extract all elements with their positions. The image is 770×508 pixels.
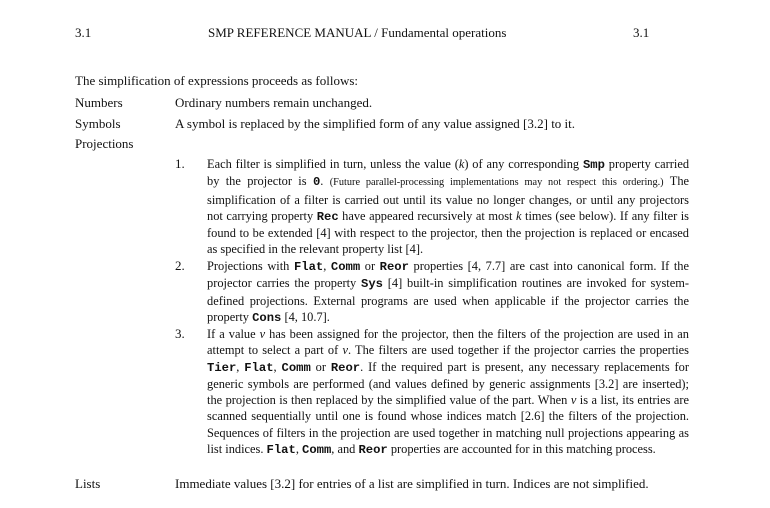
text-run: properties are accounted for in this matching process. — [387, 441, 656, 456]
text-run: has been assigned for the projector, then the filters of the projection are used in an attempt to select a part of — [207, 327, 689, 358]
text-run: . The filters are used together if the projector carries the properties — [347, 343, 689, 358]
math-variable: k — [516, 208, 522, 223]
code-term: Reor — [358, 442, 388, 457]
projection-rule-2 — [207, 258, 689, 326]
list-item-number: 3. — [175, 326, 185, 341]
code-term: 0 — [312, 175, 321, 190]
lists-definition: Immediate values [3.2] for entries of a list are simplified in turn. Indices are not simplified. — [175, 476, 649, 491]
numbers-label: Numbers — [75, 95, 123, 110]
text-run: , — [323, 259, 331, 273]
list-item-number: 1. — [175, 156, 185, 171]
rule-text — [207, 156, 689, 258]
math-variable: v — [259, 327, 266, 341]
text-run: . — [320, 174, 330, 189]
rule-text — [207, 258, 689, 326]
text-run: or — [360, 259, 380, 273]
small-note: (Future parallel-processing implementations may not respect this ordering.) — [329, 177, 664, 189]
text-run: , — [236, 359, 245, 374]
section-number-left: 3.1 — [75, 25, 92, 40]
text-run: The simplification of a filter is carried out until its value no longer changes, or until any projectors not carrying property — [207, 174, 690, 223]
text-run: , — [295, 441, 303, 456]
code-term: Smp — [582, 158, 605, 172]
text-run: have appeared recursively at most — [338, 208, 517, 223]
running-header-title: SMP REFERENCE MANUAL / Fundamental operations — [208, 25, 507, 40]
list-item-number: 2. — [175, 258, 185, 273]
code-term: Reor — [379, 260, 409, 274]
math-variable: k — [458, 157, 465, 171]
code-term: Reor — [330, 360, 361, 375]
text-run: properties [4, 7.7] are cast into canonical form. If the projector carries the property — [207, 259, 689, 291]
projections-label: Projections — [75, 136, 134, 151]
text-run: or — [310, 359, 331, 374]
math-variable: v — [570, 393, 577, 407]
text-run: is a list, its entries are scanned sequentially until one is found whose indices match [2.6] the filters of the projection. Sequences of filters in the projection are used together in matching null projections appearing as list indices. — [207, 393, 689, 456]
code-term: Flat — [244, 360, 274, 375]
code-term: Tier — [207, 360, 237, 375]
text-run: [4] built-in simplification routines are invoked for system-defined projections. External programs are used when applicable if the projector carries the property — [207, 276, 689, 324]
text-run: Each filter is simplified in turn, unless the value ( — [207, 157, 459, 171]
code-term: Comm — [302, 442, 332, 457]
code-term: Flat — [293, 260, 324, 274]
symbols-definition: A symbol is replaced by the simplified form of any value assigned [3.2] to it. — [175, 116, 576, 131]
code-term: Comm — [281, 360, 311, 375]
code-term: Flat — [266, 442, 296, 457]
text-run: . If the required part is present, any necessary replacements for generic symbols are performed (and values defined by generic assignments [3.2] are inserted); the projection is then replaced by the simplified value of the part. When — [207, 359, 689, 407]
text-run: ) of any corresponding — [464, 157, 583, 171]
section-number-right: 3.1 — [633, 25, 650, 40]
text-run: , and — [331, 441, 359, 456]
text-run: If a value — [207, 327, 260, 341]
projection-rule-1 — [207, 156, 689, 258]
lists-label: Lists — [75, 476, 101, 491]
text-run: times (see below). If any filter is found to be extended [4] with respect to the projector, then the projection is replaced or encased as specified in the relevant property list [4]. — [207, 208, 690, 257]
text-run: [4, 10.7]. — [281, 309, 330, 324]
text-run: Projections with — [207, 259, 294, 273]
code-term: Sys — [361, 277, 383, 292]
code-term: Rec — [316, 209, 339, 224]
code-term: Cons — [252, 310, 282, 325]
symbols-label: Symbols — [75, 116, 121, 131]
projection-rule-3 — [207, 326, 689, 458]
intro-sentence: The simplification of expressions proceeds as follows: — [75, 73, 359, 88]
text-run: property carried by the projector is — [207, 157, 690, 189]
rule-text — [207, 326, 689, 458]
math-variable: v — [342, 343, 348, 358]
code-term: Comm — [330, 260, 361, 274]
text-run: , — [273, 359, 282, 374]
numbers-definition: Ordinary numbers remain unchanged. — [175, 95, 373, 110]
